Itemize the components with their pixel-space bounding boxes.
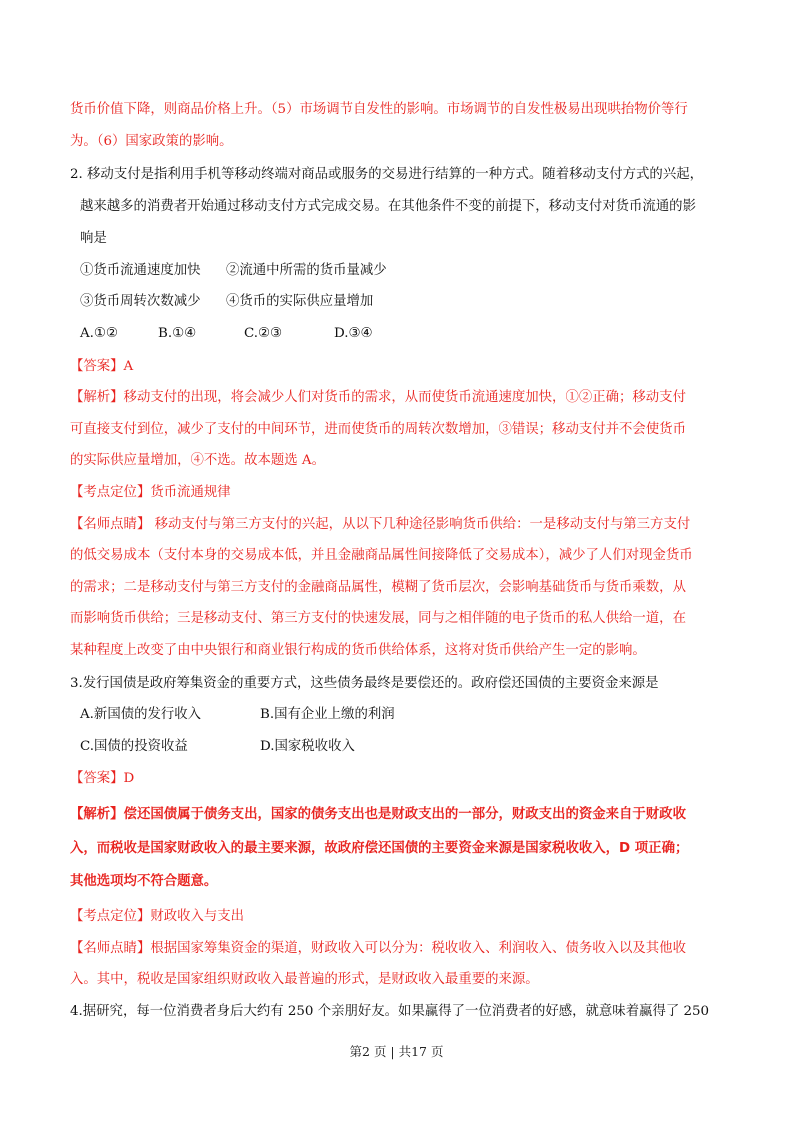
q3-stem: 3.发行国债是政府筹集资金的重要方式，这些债务最终是要偿还的。政府偿还国债的主要资金来源是 [70, 676, 659, 691]
q3-analysis-line-1: 【解析】偿还国债属于债务支出，国家的债务支出也是财政支出的一部分，财政支出的资金来自于财政收 [70, 807, 686, 822]
q2-stem-line-3: 响是 [80, 231, 107, 246]
q2-analysis-line-3: 的实际供应量增加，④不选。故本题选 A。 [70, 453, 325, 468]
q2-mingshi-line-2: 的低交易成本（支付本身的交易成本低，并且金融商品属性间接降低了交易成本），减少了人们对现金货币 [70, 548, 693, 563]
page-footer: 第2 页 | 共17 页 [349, 1044, 444, 1059]
q2-item-3: ③货币周转次数减少 [80, 294, 201, 309]
q2-option-c: C.②③ [244, 326, 283, 341]
q3-analysis-line-3: 其他选项均不符合题意。 [70, 874, 218, 889]
intro-line-2: 为。（6）国家政策的影响。 [70, 134, 233, 149]
q2-option-d: D.③④ [334, 326, 373, 341]
q2-option-b: B.①④ [158, 326, 197, 341]
q2-item-4: ④货币的实际供应量增加 [226, 294, 374, 309]
q3-mingshi-line-2: 入。其中，税收是国家组织财政收入最普遍的形式，是财政收入最重要的来源。 [70, 972, 539, 987]
q2-kaodian: 【考点定位】货币流通规律 [70, 485, 231, 500]
q3-option-c: C.国债的投资收益 [80, 739, 188, 754]
q3-answer: 【答案】D [70, 771, 135, 786]
q3-option-a: A.新国债的发行收入 [80, 707, 202, 722]
q2-item-2: ②流通中所需的货币量减少 [226, 263, 387, 278]
q2-analysis-line-1: 【解析】移动支付的出现，将会减少人们对货币的需求，从而使货币流通速度加快，①②正确；移动支付 [70, 390, 686, 405]
q3-option-b: B.国有企业上缴的利润 [260, 707, 395, 722]
q2-mingshi-line-5: 某种程度上改变了由中央银行和商业银行构成的货币供给体系，这将对货币供给产生一定的影响。 [70, 643, 646, 658]
q2-stem-line-1: 2. 移动支付是指利用手机等移动终端对商品或服务的交易进行结算的一种方式。随着移动支付方式的兴起， [70, 167, 703, 182]
intro-line-1: 货币价值下降，则商品价格上升。（5）市场调节自发性的影响。市场调节的自发性极易出现哄抬物价等行 [70, 102, 688, 117]
q3-mingshi-line-1: 【名师点睛】根据国家筹集资金的渠道，财政收入可以分为：税收收入、利润收入、债务收入以及其他收 [70, 941, 686, 956]
q3-kaodian: 【考点定位】财政收入与支出 [70, 909, 245, 924]
q2-answer: 【答案】A [70, 359, 134, 374]
q2-stem-line-2: 越来越多的消费者开始通过移动支付方式完成交易。在其他条件不变的前提下，移动支付对货币流通的影 [80, 199, 696, 214]
q2-analysis-line-2: 可直接支付到位，减少了支付的中间环节，进而使货币的周转次数增加，③错误；移动支付并不会使货币 [70, 422, 686, 437]
q2-option-a: A.①② [80, 326, 118, 341]
q3-option-d: D.国家税收收入 [260, 739, 355, 754]
q4-stem-line-1: 4.据研究，每一位消费者身后大约有 250 个亲朋好友。如果赢得了一位消费者的好感，就意味着赢得了 250 [70, 1004, 710, 1019]
q2-mingshi-line-1: 【名师点睛】 移动支付与第三方支付的兴起，从以下几种途径影响货币供给：一是移动支付与第三方支付 [70, 517, 691, 532]
q2-mingshi-line-3: 的需求；二是移动支付与第三方支付的金融商品属性，模糊了货币层次，会影响基础货币与货币乘数，从 [70, 580, 686, 595]
q3-analysis-line-2: 入，而税收是国家财政收入的最主要来源，故政府偿还国债的主要资金来源是国家税收收入，D 项正确； [70, 841, 689, 856]
q2-mingshi-line-4: 而影响货币供给；三是移动支付、第三方支付的快速发展，同与之相伴随的电子货币的私人供给一道，在 [70, 611, 686, 626]
q2-item-1: ①货币流通速度加快 [80, 263, 201, 278]
